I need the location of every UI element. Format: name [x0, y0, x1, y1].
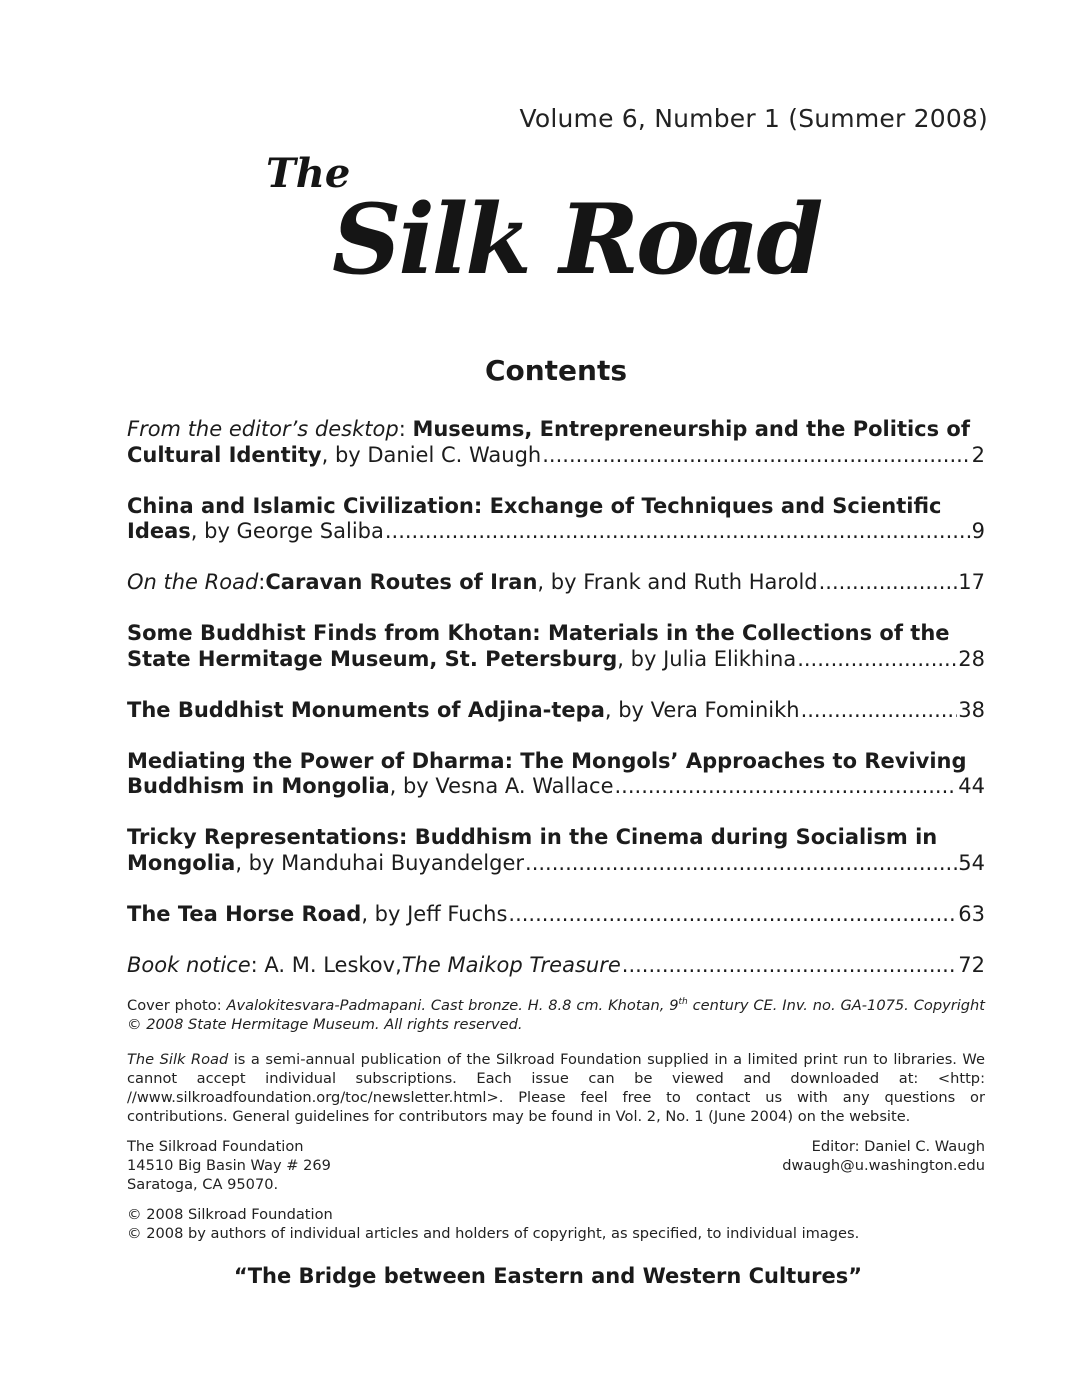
toc-entry-prefix: On the Road	[127, 570, 259, 594]
toc-entry-byline: , by Daniel C. Waugh	[321, 442, 542, 467]
toc-entry[interactable]	[127, 749, 985, 800]
toc-entry-byline: , by George Saliba	[190, 519, 384, 543]
toc-entry-title: Mediating the Power of Dharma: The Mongols’ Approaches to Reviving	[127, 748, 967, 773]
motto: “The Bridge between Eastern and Western Cultures”	[233, 1264, 863, 1288]
toc-entry[interactable]	[127, 698, 985, 724]
toc-entry[interactable]	[127, 417, 985, 468]
toc-entry-title: Mongolia	[127, 850, 236, 875]
toc-entry-title: Caravan Routes of Iran	[265, 570, 538, 594]
toc-entry-page: 72	[958, 952, 985, 977]
toc-entry-title: China and Islamic Civilization: Exchange of Techniques and Scientific	[127, 493, 942, 518]
copyright-line: © 2008 by authors of individual articles and holders of copyright, as specified, to individual images.	[127, 1225, 860, 1242]
toc-entry-byline: , by Manduhai Buyandelger	[235, 850, 525, 875]
publication-name: The Silk Road	[127, 1051, 229, 1068]
cover-text: Avalokitesvara-Padmapani. Cast bronze. H. 8.8 cm. Khotan, 9	[226, 996, 679, 1014]
toc-entry[interactable]	[127, 902, 985, 928]
toc-entry[interactable]	[127, 621, 985, 672]
toc-entry-title: Some Buddhist Finds from Khotan: Materials in the Collections of the	[127, 621, 950, 645]
toc-entry-page: 63	[958, 901, 985, 926]
toc-entry-title: The Buddhist Monuments of Adjina-tepa	[127, 697, 605, 722]
address-line: Saratoga, CA 95070.	[127, 1176, 279, 1193]
cover-label: Cover photo:	[127, 996, 227, 1014]
toc-entry-byline: , by Julia Elikhina	[617, 646, 797, 671]
toc-entry-byline: , by Vera Fominikh	[604, 697, 800, 722]
toc-entry-byline: , by Jeff Fuchs	[361, 901, 508, 926]
toc-entry-sep: : A. M. Leskov,	[250, 952, 402, 977]
table-of-contents	[127, 417, 985, 1004]
volume-issue: Volume 6, Number 1 (Summer 2008)	[519, 104, 988, 133]
toc-entry-page: 28	[958, 646, 985, 671]
toc-entry-title: Buddhism in Mongolia	[127, 774, 390, 798]
toc-entry-title: State Hermitage Museum, St. Petersburg	[127, 646, 618, 671]
toc-entry-title: Museums, Entrepreneurship and the Politics of	[412, 417, 970, 441]
logo-title: Silk Road	[332, 183, 821, 296]
cover-sup: th	[678, 997, 688, 1007]
toc-entry-byline: , by Vesna A. Wallace	[389, 774, 614, 798]
copyright-line: © 2008 Silkroad Foundation	[127, 1206, 333, 1223]
publication-note	[127, 1050, 985, 1126]
toc-entry-title: The Maikop Treasure	[401, 952, 621, 977]
toc-entry-page: 44	[958, 774, 985, 798]
toc-entry[interactable]	[127, 494, 985, 545]
logo-the: The	[266, 150, 351, 197]
toc-entry-page: 38	[958, 697, 985, 722]
toc-entry-byline: , by Frank and Ruth Harold	[537, 570, 818, 594]
copyright-block	[127, 1205, 985, 1243]
toc-entry-page: 9	[971, 519, 985, 543]
toc-entry-page: 2	[971, 442, 985, 467]
toc-entry-prefix: From the editor’s desktop	[127, 417, 399, 441]
contents-heading: Contents	[484, 354, 628, 387]
toc-entry[interactable]	[127, 570, 985, 596]
address-line: 14510 Big Basin Way # 269	[127, 1157, 331, 1174]
cover-photo-credit	[127, 993, 985, 1034]
cover-text: century CE. Inv. no. GA-1075. Copyright © 2008 State Hermitage Museum. All rights reserved.	[127, 996, 986, 1033]
toc-entry-title: The Tea Horse Road	[127, 901, 362, 926]
toc-entry-prefix: Book notice	[127, 952, 251, 977]
address-line: The Silkroad Foundation	[127, 1138, 304, 1155]
toc-entry-sep: :	[258, 570, 266, 594]
toc-entry-title: Ideas	[127, 519, 191, 543]
toc-entry[interactable]	[127, 953, 985, 979]
editor-block	[782, 1137, 985, 1175]
publication-text: is a semi-annual publication of the Silkroad Foundation supplied in a limited print run to libraries. We cannot accept individual subscriptions. Each issue can be viewed and downloaded at: <http: //www.silkroadfoundation.org/toc/newsletter.html>. Please feel free to contact us with any questions or contributions. General guidelines for contributors may be found in Vol. 2, No. 1 (June 2004) on the website.	[127, 1051, 985, 1125]
toc-entry-page: 54	[958, 850, 985, 875]
toc-entry-page: 17	[958, 570, 985, 594]
toc-entry-sep: :	[398, 417, 413, 441]
editor-name: Editor: Daniel C. Waugh	[811, 1138, 985, 1155]
address-block	[127, 1137, 985, 1194]
toc-entry[interactable]	[127, 825, 985, 876]
toc-entry-title: Tricky Representations: Buddhism in the Cinema during Socialism in	[127, 825, 938, 849]
toc-entry-title: Cultural Identity	[127, 442, 322, 467]
editor-email[interactable]: dwaugh@u.washington.edu	[782, 1157, 985, 1174]
